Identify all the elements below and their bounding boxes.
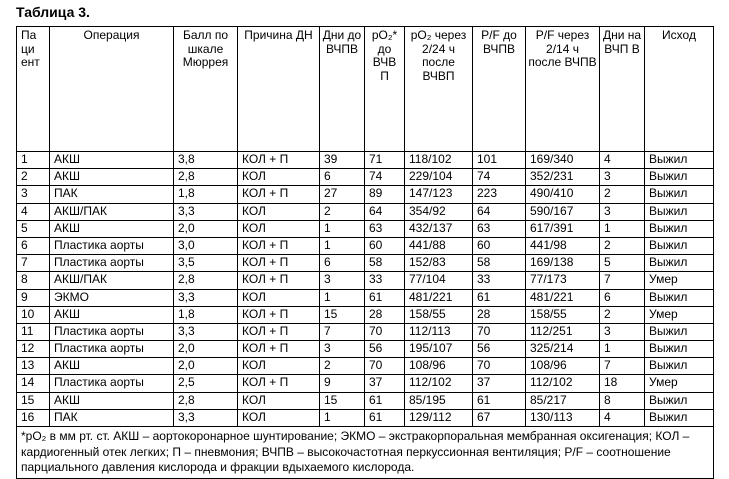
table-row: [17, 289, 714, 306]
cell-days-on: 7: [600, 272, 645, 289]
cell-pf-after: 112/251: [526, 323, 600, 340]
cell-patient: 8: [17, 272, 50, 289]
cell-operation: ЭКМО: [50, 289, 174, 306]
cell-pf-before: 33: [473, 272, 526, 289]
cell-po2-before: 74: [365, 169, 405, 186]
cell-murray-score: 3,5: [174, 255, 238, 272]
cell-days-before: 15: [320, 392, 365, 409]
cell-operation: АКШ/ПАК: [50, 272, 174, 289]
cell-days-before: 2: [320, 203, 365, 220]
cell-po2-before: 89: [365, 186, 405, 203]
cell-pf-before: 63: [473, 220, 526, 237]
cell-po2-before: 33: [365, 272, 405, 289]
table-row: [17, 220, 714, 237]
cell-operation: АКШ/ПАК: [50, 203, 174, 220]
cell-days-on: 1: [600, 341, 645, 358]
table-row: [17, 306, 714, 323]
cell-po2-after: 158/55: [405, 306, 473, 323]
cell-operation: ПАК: [50, 409, 174, 426]
cell-murray-score: 3,3: [174, 409, 238, 426]
table-footnote: *pO₂ в мм рт. ст. АКШ – аортокоронарное шунтирование; ЭКМО – экстракорпоральная мембранная оксигенация; КОЛ – кардиогенный отек легких; П – пневмония; ВЧПВ – высокочастотная перкуссионная вентиляция; P/F – соотношение парциального давления кислорода и фракции вдыхаемого кислорода.: [17, 427, 714, 479]
cell-cause: КОЛ + П: [238, 152, 320, 169]
cell-days-on: 2: [600, 186, 645, 203]
cell-patient: 14: [17, 375, 50, 392]
cell-operation: АКШ: [50, 220, 174, 237]
cell-po2-before: 64: [365, 203, 405, 220]
cell-operation: Пластика аорты: [50, 375, 174, 392]
table-row: [17, 392, 714, 409]
cell-po2-before: 70: [365, 323, 405, 340]
table-row: [17, 169, 714, 186]
cell-patient: 12: [17, 341, 50, 358]
cell-po2-before: 61: [365, 289, 405, 306]
table-row: [17, 203, 714, 220]
cell-murray-score: 3,8: [174, 152, 238, 169]
cell-patient: 9: [17, 289, 50, 306]
cell-pf-before: 70: [473, 358, 526, 375]
cell-outcome: Выжил: [645, 186, 714, 203]
cell-outcome: Выжил: [645, 323, 714, 340]
cell-po2-after: 112/102: [405, 375, 473, 392]
cell-pf-before: 70: [473, 323, 526, 340]
cell-outcome: Выжил: [645, 341, 714, 358]
cell-days-before: 7: [320, 323, 365, 340]
cell-outcome: Выжил: [645, 203, 714, 220]
cell-pf-before: 74: [473, 169, 526, 186]
cell-cause: КОЛ + П: [238, 186, 320, 203]
cell-murray-score: 3,0: [174, 237, 238, 254]
cell-pf-after: 441/98: [526, 237, 600, 254]
cell-days-before: 6: [320, 169, 365, 186]
header-patient: Па ци ент: [17, 27, 50, 152]
table-row: [17, 375, 714, 392]
table-row: [17, 272, 714, 289]
cell-murray-score: 1,8: [174, 306, 238, 323]
cell-pf-after: 352/231: [526, 169, 600, 186]
cell-days-on: 5: [600, 255, 645, 272]
cell-pf-before: 37: [473, 375, 526, 392]
cell-patient: 3: [17, 186, 50, 203]
cell-po2-after: 195/107: [405, 341, 473, 358]
cell-days-before: 3: [320, 272, 365, 289]
cell-outcome: Выжил: [645, 237, 714, 254]
cell-pf-before: 64: [473, 203, 526, 220]
cell-pf-after: 169/340: [526, 152, 600, 169]
header-po2-before: pO₂* до ВЧВ П: [365, 27, 405, 152]
cell-pf-before: 60: [473, 237, 526, 254]
cell-days-before: 1: [320, 237, 365, 254]
cell-pf-before: 61: [473, 392, 526, 409]
table-row: [17, 409, 714, 426]
cell-cause: КОЛ: [238, 220, 320, 237]
cell-days-on: 6: [600, 289, 645, 306]
header-days-on: Дни на ВЧП В: [600, 27, 645, 152]
cell-murray-score: 2,8: [174, 272, 238, 289]
cell-patient: 7: [17, 255, 50, 272]
cell-pf-after: 169/138: [526, 255, 600, 272]
cell-cause: КОЛ + П: [238, 272, 320, 289]
cell-days-on: 2: [600, 306, 645, 323]
header-po2-after: pO₂ через 2/24 ч после ВЧВП: [405, 27, 473, 152]
cell-murray-score: 3,3: [174, 323, 238, 340]
cell-days-on: 4: [600, 409, 645, 426]
cell-days-before: 6: [320, 255, 365, 272]
cell-po2-before: 70: [365, 358, 405, 375]
cell-murray-score: 1,8: [174, 186, 238, 203]
header-murray-score: Балл по шкале Мюррея: [174, 27, 238, 152]
cell-po2-after: 441/88: [405, 237, 473, 254]
cell-pf-before: 58: [473, 255, 526, 272]
cell-po2-before: 58: [365, 255, 405, 272]
cell-po2-after: 229/104: [405, 169, 473, 186]
cell-days-before: 9: [320, 375, 365, 392]
cell-murray-score: 2,0: [174, 358, 238, 375]
cell-outcome: Выжил: [645, 220, 714, 237]
cell-po2-after: 432/137: [405, 220, 473, 237]
header-cause: Причина ДН: [238, 27, 320, 152]
cell-pf-before: 56: [473, 341, 526, 358]
cell-pf-after: 112/102: [526, 375, 600, 392]
cell-po2-after: 77/104: [405, 272, 473, 289]
cell-pf-before: 101: [473, 152, 526, 169]
cell-days-before: 27: [320, 186, 365, 203]
cell-murray-score: 2,8: [174, 169, 238, 186]
cell-murray-score: 2,0: [174, 220, 238, 237]
cell-po2-after: 354/92: [405, 203, 473, 220]
cell-outcome: Выжил: [645, 169, 714, 186]
cell-days-on: 4: [600, 152, 645, 169]
cell-murray-score: 3,3: [174, 289, 238, 306]
cell-operation: АКШ: [50, 358, 174, 375]
cell-days-on: 18: [600, 375, 645, 392]
cell-cause: КОЛ + П: [238, 255, 320, 272]
cell-operation: ПАК: [50, 186, 174, 203]
cell-cause: КОЛ + П: [238, 306, 320, 323]
table-caption: Таблица 3.: [16, 4, 90, 20]
cell-days-before: 39: [320, 152, 365, 169]
cell-po2-before: 61: [365, 392, 405, 409]
cell-days-before: 1: [320, 289, 365, 306]
cell-patient: 2: [17, 169, 50, 186]
cell-pf-before: 28: [473, 306, 526, 323]
cell-days-on: 3: [600, 169, 645, 186]
cell-patient: 5: [17, 220, 50, 237]
table-row: [17, 358, 714, 375]
cell-po2-after: 108/96: [405, 358, 473, 375]
cell-operation: АКШ: [50, 306, 174, 323]
cell-po2-after: 112/113: [405, 323, 473, 340]
cell-outcome: Выжил: [645, 255, 714, 272]
cell-patient: 1: [17, 152, 50, 169]
cell-pf-after: 108/96: [526, 358, 600, 375]
header-row: [17, 27, 714, 152]
cell-pf-after: 481/221: [526, 289, 600, 306]
cell-po2-after: 152/83: [405, 255, 473, 272]
cell-outcome: Умер: [645, 375, 714, 392]
cell-days-on: 3: [600, 203, 645, 220]
patients-table: [16, 26, 714, 479]
cell-po2-before: 61: [365, 409, 405, 426]
cell-outcome: Выжил: [645, 392, 714, 409]
cell-cause: КОЛ: [238, 203, 320, 220]
cell-patient: 11: [17, 323, 50, 340]
cell-outcome: Выжил: [645, 409, 714, 426]
cell-outcome: Выжил: [645, 289, 714, 306]
cell-operation: АКШ: [50, 392, 174, 409]
cell-cause: КОЛ + П: [238, 375, 320, 392]
cell-murray-score: 3,3: [174, 203, 238, 220]
cell-operation: Пластика аорты: [50, 255, 174, 272]
cell-days-on: 7: [600, 358, 645, 375]
cell-pf-after: 77/173: [526, 272, 600, 289]
cell-po2-after: 481/221: [405, 289, 473, 306]
cell-patient: 16: [17, 409, 50, 426]
cell-cause: КОЛ: [238, 358, 320, 375]
cell-days-before: 2: [320, 358, 365, 375]
cell-po2-after: 118/102: [405, 152, 473, 169]
cell-po2-before: 56: [365, 341, 405, 358]
cell-patient: 15: [17, 392, 50, 409]
cell-pf-after: 158/55: [526, 306, 600, 323]
header-days-before: Дни до ВЧПВ: [320, 27, 365, 152]
cell-po2-before: 28: [365, 306, 405, 323]
cell-cause: КОЛ: [238, 169, 320, 186]
cell-patient: 10: [17, 306, 50, 323]
cell-pf-after: 490/410: [526, 186, 600, 203]
cell-po2-after: 85/195: [405, 392, 473, 409]
cell-murray-score: 2,5: [174, 375, 238, 392]
cell-pf-before: 223: [473, 186, 526, 203]
cell-days-before: 3: [320, 341, 365, 358]
cell-outcome: Умер: [645, 272, 714, 289]
cell-days-on: 3: [600, 323, 645, 340]
table-row: [17, 186, 714, 203]
cell-outcome: Выжил: [645, 152, 714, 169]
cell-patient: 13: [17, 358, 50, 375]
cell-cause: КОЛ: [238, 409, 320, 426]
cell-operation: АКШ: [50, 152, 174, 169]
cell-pf-after: 617/391: [526, 220, 600, 237]
cell-pf-after: 85/217: [526, 392, 600, 409]
cell-days-before: 1: [320, 220, 365, 237]
cell-operation: АКШ: [50, 169, 174, 186]
cell-operation: Пластика аорты: [50, 341, 174, 358]
cell-po2-after: 129/112: [405, 409, 473, 426]
cell-po2-before: 71: [365, 152, 405, 169]
cell-cause: КОЛ + П: [238, 341, 320, 358]
table-row: [17, 341, 714, 358]
cell-days-before: 15: [320, 306, 365, 323]
cell-operation: Пластика аорты: [50, 323, 174, 340]
cell-murray-score: 2,0: [174, 341, 238, 358]
table-row: [17, 152, 714, 169]
table-row: [17, 237, 714, 254]
cell-days-before: 1: [320, 409, 365, 426]
cell-po2-before: 37: [365, 375, 405, 392]
cell-days-on: 1: [600, 220, 645, 237]
table-row: [17, 323, 714, 340]
cell-po2-before: 60: [365, 237, 405, 254]
table-row: [17, 255, 714, 272]
header-pf-after: P/F через 2/14 ч после ВЧПВ: [526, 27, 600, 152]
cell-patient: 4: [17, 203, 50, 220]
cell-cause: КОЛ: [238, 289, 320, 306]
cell-cause: КОЛ: [238, 392, 320, 409]
cell-pf-after: 325/214: [526, 341, 600, 358]
cell-pf-after: 130/113: [526, 409, 600, 426]
cell-patient: 6: [17, 237, 50, 254]
cell-murray-score: 2,8: [174, 392, 238, 409]
cell-pf-after: 590/167: [526, 203, 600, 220]
cell-cause: КОЛ + П: [238, 237, 320, 254]
cell-po2-after: 147/123: [405, 186, 473, 203]
cell-po2-before: 63: [365, 220, 405, 237]
cell-days-on: 2: [600, 237, 645, 254]
cell-outcome: Умер: [645, 306, 714, 323]
cell-days-on: 8: [600, 392, 645, 409]
header-pf-before: P/F до ВЧПВ: [473, 27, 526, 152]
cell-cause: КОЛ + П: [238, 323, 320, 340]
cell-operation: Пластика аорты: [50, 237, 174, 254]
cell-pf-before: 61: [473, 289, 526, 306]
header-outcome: Исход: [645, 27, 714, 152]
cell-outcome: Выжил: [645, 358, 714, 375]
cell-pf-before: 67: [473, 409, 526, 426]
header-operation: Операция: [50, 27, 174, 152]
